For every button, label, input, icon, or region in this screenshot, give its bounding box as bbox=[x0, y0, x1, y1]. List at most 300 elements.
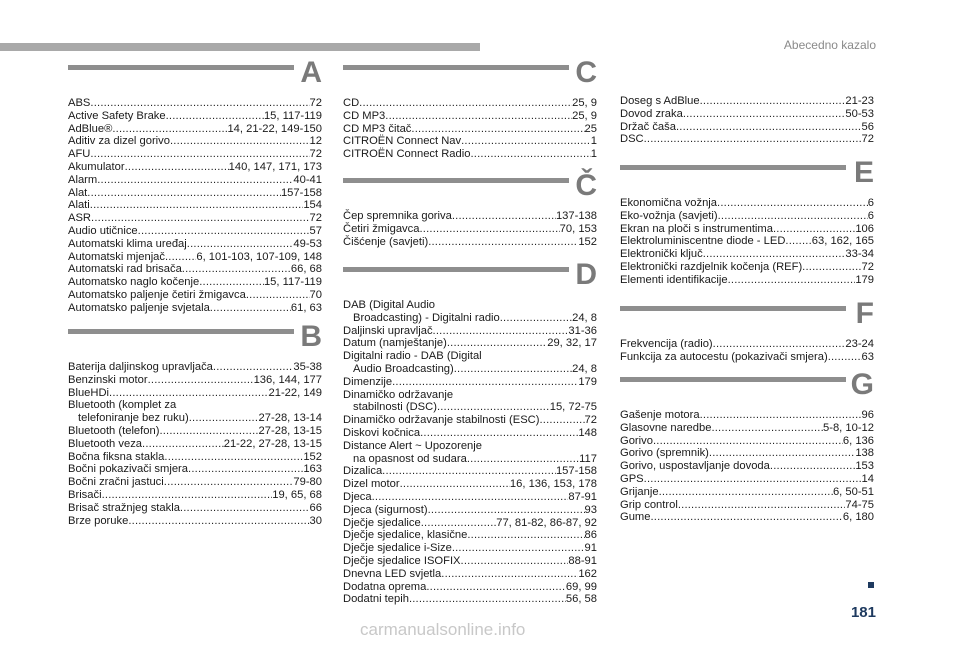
index-entry bbox=[343, 210, 597, 223]
entry-pages: 137-138 bbox=[555, 210, 597, 222]
index-entry bbox=[620, 511, 874, 524]
index-entry bbox=[68, 438, 322, 451]
entry-pages: 40-41 bbox=[293, 173, 322, 186]
entry-pages: 148 bbox=[578, 426, 597, 439]
entry-pages: 72 bbox=[584, 414, 597, 427]
index-entry bbox=[68, 451, 322, 464]
top-decorative-bar bbox=[0, 43, 480, 51]
entry-dot-leader bbox=[770, 460, 855, 473]
entry-dot-leader bbox=[180, 502, 310, 515]
section-d-continued bbox=[620, 79, 874, 146]
index-entry bbox=[343, 491, 597, 504]
entry-term: Doseg s AdBlue bbox=[620, 95, 700, 107]
entry-pages: 6, 180 bbox=[842, 511, 874, 524]
index-list bbox=[68, 97, 322, 315]
entry-term: GPS bbox=[620, 472, 644, 485]
entry-pages: 15, 117-119 bbox=[263, 276, 322, 289]
entry-dot-leader bbox=[421, 517, 497, 530]
index-entry bbox=[68, 302, 322, 315]
index-entry bbox=[68, 361, 322, 374]
section-divider bbox=[343, 65, 569, 70]
entry-term: Dječje sjedalice, klasične bbox=[343, 529, 468, 542]
entry-pages: 72 bbox=[309, 212, 322, 225]
index-entry bbox=[620, 460, 874, 473]
entry-pages: 6 bbox=[867, 197, 874, 209]
entry-pages: 1 bbox=[590, 148, 597, 161]
index-entry bbox=[68, 425, 322, 438]
entry-dot-leader bbox=[454, 363, 572, 376]
index-entry bbox=[343, 593, 597, 606]
index-entry bbox=[68, 148, 322, 161]
entry-dot-leader bbox=[773, 223, 855, 236]
entry-dot-leader bbox=[713, 338, 846, 351]
index-entry bbox=[343, 299, 597, 312]
entry-term: Dodatni tepih bbox=[343, 593, 409, 606]
entry-pages: 29, 32, 17 bbox=[547, 337, 597, 350]
entry-pages: 21-22, 27-28, 13-15 bbox=[223, 437, 322, 450]
index-entry bbox=[620, 197, 874, 210]
index-entry bbox=[343, 568, 597, 581]
entry-term: Dječje sjedalice bbox=[343, 516, 421, 529]
entry-pages: 27-28, 13-14 bbox=[258, 412, 322, 425]
index-entry bbox=[343, 148, 597, 161]
section-divider bbox=[68, 329, 294, 334]
index-entry bbox=[343, 542, 597, 555]
index-entry bbox=[343, 529, 597, 542]
index-entry bbox=[343, 504, 597, 517]
index-entry bbox=[343, 236, 597, 249]
entry-pages: 25, 9 bbox=[572, 97, 597, 109]
index-entry bbox=[68, 135, 322, 148]
section-letter: G bbox=[850, 368, 874, 401]
index-list bbox=[620, 95, 874, 146]
entry-term: Gorivo (spremnik) bbox=[620, 447, 709, 460]
entry-term: Funkcija za autocestu (pokazivači smjera) bbox=[620, 350, 828, 363]
section-rule bbox=[620, 368, 874, 401]
entry-term: AdBlue® bbox=[68, 122, 113, 135]
index-entry bbox=[68, 251, 322, 264]
entry-pages: 21-23 bbox=[845, 95, 874, 107]
index-list bbox=[620, 197, 874, 287]
entry-dot-leader bbox=[700, 95, 846, 108]
entry-pages: 136, 144, 177 bbox=[253, 373, 322, 386]
entry-dot-leader bbox=[828, 351, 862, 364]
entry-dot-leader bbox=[683, 108, 846, 121]
entry-pages: 72 bbox=[861, 133, 874, 146]
entry-pages: 179 bbox=[855, 273, 874, 286]
index-entry bbox=[343, 135, 597, 148]
entry-pages: 25 bbox=[584, 122, 597, 135]
entry-dot-leader bbox=[138, 225, 310, 238]
entry-pages: 30 bbox=[309, 514, 322, 527]
entry-dot-leader bbox=[709, 447, 855, 460]
entry-term: CITROËN Connect Nav bbox=[343, 135, 462, 148]
index-entry bbox=[68, 515, 322, 528]
index-entry bbox=[68, 412, 322, 425]
index-list bbox=[68, 361, 322, 527]
entry-pages: 6, 101-103, 107-109, 148 bbox=[196, 250, 322, 263]
entry-pages: 35-38 bbox=[293, 361, 322, 373]
entry-dot-leader bbox=[166, 110, 264, 123]
entry-dot-leader bbox=[482, 350, 597, 363]
entry-dot-leader bbox=[428, 504, 585, 517]
entry-term: Četiri žmigavca bbox=[343, 222, 420, 235]
entry-term: Active Safety Brake bbox=[68, 109, 166, 122]
entry-term: Djeca bbox=[343, 490, 372, 503]
index-entry bbox=[620, 338, 874, 351]
entry-term: Čep spremnika goriva bbox=[343, 210, 452, 222]
entry-pages: 14, 21-22, 149-150 bbox=[227, 122, 322, 135]
index-entry bbox=[620, 210, 874, 223]
entry-dot-leader bbox=[428, 236, 578, 249]
entry-term: Grijanje bbox=[620, 485, 659, 498]
entry-term: telefoniranje bez ruku) bbox=[78, 412, 189, 425]
index-entry bbox=[68, 289, 322, 302]
entry-dot-leader bbox=[411, 123, 584, 136]
index-entry bbox=[620, 351, 874, 364]
entry-term: Gorivo bbox=[620, 434, 653, 447]
index-list bbox=[620, 409, 874, 524]
index-entry bbox=[343, 581, 597, 594]
entry-dot-leader bbox=[453, 389, 597, 402]
section-divider bbox=[620, 377, 846, 382]
index-entry bbox=[343, 555, 597, 568]
section-rule bbox=[343, 258, 597, 291]
entry-term: Dinamičko održavanje stabilnosti (ESC) bbox=[343, 414, 540, 427]
index-entry bbox=[343, 123, 597, 136]
index-entry bbox=[68, 187, 322, 200]
entry-pages: 154 bbox=[303, 199, 322, 212]
index-entry bbox=[620, 235, 874, 248]
entry-term: Bočna fiksna stakla bbox=[68, 450, 165, 463]
entry-pages: 152 bbox=[578, 235, 597, 248]
index-entry bbox=[343, 389, 597, 402]
entry-pages: 74-75 bbox=[845, 498, 874, 511]
entry-pages: 16, 136, 153, 178 bbox=[509, 478, 597, 491]
entry-dot-leader bbox=[426, 581, 566, 594]
entry-term: Brisači bbox=[68, 488, 102, 501]
index-entry bbox=[343, 97, 597, 110]
index-entry bbox=[68, 212, 322, 225]
entry-term: Automatski mjenjač bbox=[68, 250, 165, 263]
entry-term: Alarm bbox=[68, 173, 98, 186]
entry-dot-leader bbox=[644, 133, 862, 146]
section-a bbox=[68, 56, 322, 315]
index-entry bbox=[620, 108, 874, 121]
entry-term: Dizel motor bbox=[343, 478, 400, 491]
index-entry bbox=[620, 499, 874, 512]
entry-dot-leader bbox=[372, 491, 569, 504]
entry-dot-leader bbox=[461, 135, 591, 148]
entry-dot-leader bbox=[482, 440, 597, 453]
entry-term: Čišćenje (savjeti) bbox=[343, 235, 429, 248]
index-entry bbox=[68, 161, 322, 174]
section-rule bbox=[343, 169, 597, 202]
entry-term: Bluetooth veza bbox=[68, 437, 143, 450]
entry-dot-leader bbox=[128, 515, 309, 528]
entry-dot-leader bbox=[176, 399, 322, 412]
entry-dot-leader bbox=[164, 476, 294, 489]
entry-term: Digitalni radio - DAB (Digital bbox=[343, 350, 482, 363]
index-entry bbox=[68, 199, 322, 212]
entry-term: Dimenzije bbox=[343, 375, 393, 388]
entry-term: Distance Alert ~ Upozorenje bbox=[343, 439, 482, 452]
entry-term: CD MP3 bbox=[343, 109, 386, 122]
entry-term: CITROËN Connect Radio bbox=[343, 148, 471, 161]
entry-pages: 15, 72-75 bbox=[549, 401, 597, 414]
section-e bbox=[620, 156, 874, 287]
entry-pages: 61, 63 bbox=[290, 301, 322, 314]
entry-pages: 25, 9 bbox=[572, 109, 597, 122]
entry-pages: 6, 136 bbox=[842, 434, 874, 447]
index-entry bbox=[343, 478, 597, 491]
entry-dot-leader bbox=[91, 212, 310, 225]
index-entry bbox=[620, 95, 874, 108]
entry-dot-leader bbox=[433, 325, 569, 338]
entry-dot-leader bbox=[382, 465, 556, 478]
entry-pages: 24, 8 bbox=[572, 311, 597, 324]
entry-term: Audio utičnice bbox=[68, 224, 138, 237]
index-entry bbox=[620, 261, 874, 274]
entry-dot-leader bbox=[170, 135, 310, 148]
entry-pages: 72 bbox=[861, 260, 874, 273]
entry-pages: 91 bbox=[584, 542, 597, 555]
entry-term: Daljinski upravljač bbox=[343, 324, 433, 337]
index-entry bbox=[343, 414, 597, 427]
index-entry bbox=[68, 110, 322, 123]
entry-pages: 69, 99 bbox=[565, 580, 597, 593]
entry-dot-leader bbox=[435, 299, 597, 312]
entry-pages: 66, 68 bbox=[290, 263, 322, 276]
index-entry bbox=[68, 374, 322, 387]
entry-pages: 87-91 bbox=[568, 490, 597, 503]
index-entry bbox=[343, 350, 597, 363]
section-divider bbox=[620, 165, 846, 170]
entry-term: Eko-vožnja (savjeti) bbox=[620, 209, 718, 222]
index-entry bbox=[68, 123, 322, 136]
entry-dot-leader bbox=[210, 302, 291, 315]
entry-dot-leader bbox=[718, 210, 868, 223]
entry-pages: 31-36 bbox=[568, 324, 597, 337]
index-entry bbox=[620, 447, 874, 460]
entry-pages: 157-158 bbox=[555, 465, 597, 478]
index-entry bbox=[68, 97, 322, 110]
index-entry bbox=[343, 453, 597, 466]
index-entry bbox=[68, 238, 322, 251]
entry-pages: 5-8, 10-12 bbox=[823, 421, 874, 434]
index-list bbox=[343, 210, 597, 248]
index-entry bbox=[68, 502, 322, 515]
entry-dot-leader bbox=[802, 261, 861, 274]
index-entry bbox=[620, 435, 874, 448]
entry-pages: 63, 162, 165 bbox=[811, 235, 874, 248]
entry-term: Automatsko paljenje četiri žmigavca bbox=[68, 288, 246, 301]
entry-dot-leader bbox=[728, 274, 856, 287]
entry-term: Aditiv za dizel gorivo bbox=[68, 135, 170, 148]
entry-dot-leader bbox=[187, 238, 294, 251]
entry-term: AFU bbox=[68, 148, 91, 161]
entry-dot-leader bbox=[470, 148, 590, 161]
entry-dot-leader bbox=[90, 97, 309, 110]
section-divider bbox=[68, 65, 294, 70]
section-rule bbox=[68, 56, 322, 89]
entry-pages: 79-80 bbox=[293, 476, 322, 489]
index-entry bbox=[343, 440, 597, 453]
index-entry bbox=[620, 133, 874, 146]
entry-dot-leader bbox=[703, 248, 846, 261]
entry-term: Brisač stražnjeg stakla bbox=[68, 501, 180, 514]
entry-pages: 57 bbox=[309, 224, 322, 237]
section-rule bbox=[68, 320, 322, 353]
entry-pages: 6, 50-51 bbox=[832, 485, 874, 498]
section-g bbox=[620, 368, 874, 524]
entry-dot-leader bbox=[644, 473, 862, 486]
index-entry bbox=[620, 486, 874, 499]
entry-pages: 140, 147, 171, 173 bbox=[228, 160, 322, 173]
entry-pages: 50-53 bbox=[845, 107, 874, 120]
entry-pages: 106 bbox=[855, 222, 874, 235]
index-entry bbox=[68, 174, 322, 187]
entry-term: Elementi identifikacije bbox=[620, 273, 728, 286]
section-letter: F bbox=[855, 297, 874, 330]
entry-term: DSC bbox=[620, 133, 644, 146]
entry-pages: 152 bbox=[303, 450, 322, 463]
entry-dot-leader bbox=[182, 263, 291, 276]
entry-term: CD MP3 čitač bbox=[343, 122, 412, 135]
entry-term: Alat bbox=[68, 186, 88, 199]
entry-pages: 77, 81-82, 86-87, 92 bbox=[496, 516, 597, 529]
entry-term: Audio Broadcasting) bbox=[353, 362, 454, 375]
section-letter: C bbox=[575, 56, 597, 89]
entry-pages: 12 bbox=[309, 135, 322, 148]
entry-pages: 19, 65, 68 bbox=[272, 488, 322, 501]
entry-dot-leader bbox=[359, 97, 572, 110]
entry-term: Bluetooth (komplet za bbox=[68, 399, 177, 412]
entry-dot-leader bbox=[90, 199, 304, 212]
section-rule bbox=[343, 56, 597, 89]
entry-pages: 23-24 bbox=[845, 338, 874, 350]
section-letter: B bbox=[300, 320, 322, 353]
entry-term: Datum (namještanje) bbox=[343, 337, 447, 350]
entry-pages: 33-34 bbox=[845, 248, 874, 261]
section-divider bbox=[343, 178, 569, 183]
section-letter: Č bbox=[575, 169, 597, 202]
entry-term: Djeca (sigurnost) bbox=[343, 503, 428, 516]
entry-term: Bočni pokazivači smjera bbox=[68, 463, 189, 476]
entry-dot-leader bbox=[109, 387, 268, 400]
entry-term: Dodatna oprema bbox=[343, 580, 427, 593]
index-entry bbox=[68, 476, 322, 489]
entry-dot-leader bbox=[539, 414, 584, 427]
entry-term: stabilnosti (DSC) bbox=[353, 401, 437, 414]
entry-dot-leader bbox=[400, 478, 510, 491]
entry-term: Bočni zračni jastuci bbox=[68, 476, 164, 489]
index-entry bbox=[343, 376, 597, 389]
section-d bbox=[343, 258, 597, 606]
entry-dot-leader bbox=[785, 235, 811, 248]
entry-term: Elektronički razdjelnik kočenja (REF) bbox=[620, 260, 803, 273]
entry-term: DAB (Digital Audio bbox=[343, 299, 436, 311]
index-entry bbox=[343, 223, 597, 236]
section-rule bbox=[620, 297, 874, 330]
entry-dot-leader bbox=[650, 511, 842, 524]
entry-term: Gorivo, uspostavljanje dovoda bbox=[620, 460, 770, 473]
entry-pages: 93 bbox=[584, 503, 597, 516]
section-letter: D bbox=[575, 258, 597, 291]
index-list bbox=[343, 299, 597, 606]
entry-term: Bluetooth (telefon) bbox=[68, 424, 160, 437]
index-entry bbox=[68, 463, 322, 476]
entry-term: Dizalica bbox=[343, 465, 383, 478]
entry-pages: 56 bbox=[861, 120, 874, 133]
entry-term: Dječje sjedalice ISOFIX bbox=[343, 554, 461, 567]
entry-dot-leader bbox=[452, 542, 585, 555]
entry-dot-leader bbox=[676, 121, 862, 134]
entry-term: Benzinski motor bbox=[68, 373, 148, 386]
entry-term: Dinamičko održavanje bbox=[343, 388, 454, 401]
entry-term: Akumulator bbox=[68, 160, 125, 173]
index-entry bbox=[620, 223, 874, 236]
entry-pages: 96 bbox=[861, 409, 874, 421]
index-list bbox=[620, 338, 874, 364]
entry-dot-leader bbox=[500, 312, 572, 325]
index-entry bbox=[68, 489, 322, 502]
entry-term: Baterija daljinskog upravljača bbox=[68, 361, 213, 373]
entry-term: Diskovi kočnica bbox=[343, 426, 421, 439]
section-letter: E bbox=[853, 156, 874, 189]
index-entry bbox=[620, 248, 874, 261]
index-entry bbox=[68, 387, 322, 400]
entry-pages: 24, 8 bbox=[572, 362, 597, 375]
index-entry bbox=[620, 274, 874, 287]
index-list bbox=[343, 97, 597, 161]
entry-term: Grip control bbox=[620, 498, 678, 511]
entry-dot-leader bbox=[385, 110, 572, 123]
entry-dot-leader bbox=[711, 422, 823, 435]
entry-pages: 162 bbox=[578, 567, 597, 580]
entry-pages: 27-28, 13-15 bbox=[258, 424, 322, 437]
entry-term: Automatsko paljenje svjetala bbox=[68, 301, 210, 314]
entry-dot-leader bbox=[437, 401, 550, 414]
section-c bbox=[343, 56, 597, 161]
entry-term: Gašenje motora bbox=[620, 409, 700, 421]
index-entry bbox=[343, 363, 597, 376]
entry-dot-leader bbox=[447, 337, 547, 350]
index-entry bbox=[343, 517, 597, 530]
entry-pages: 138 bbox=[855, 447, 874, 460]
entry-dot-leader bbox=[164, 451, 303, 464]
entry-pages: 15, 117-119 bbox=[263, 109, 322, 122]
entry-dot-leader bbox=[125, 161, 229, 174]
index-entry bbox=[68, 276, 322, 289]
index-entry bbox=[343, 465, 597, 478]
entry-dot-leader bbox=[87, 187, 281, 200]
entry-dot-leader bbox=[148, 374, 254, 387]
section-c-caron bbox=[343, 169, 597, 248]
section-f bbox=[620, 297, 874, 364]
entry-dot-leader bbox=[467, 529, 584, 542]
section-divider bbox=[620, 306, 846, 311]
index-entry bbox=[343, 401, 597, 414]
entry-term: Automatsko naglo kočenje bbox=[68, 276, 200, 289]
index-entry bbox=[68, 225, 322, 238]
entry-pages: 72 bbox=[309, 97, 322, 109]
index-entry bbox=[620, 409, 874, 422]
entry-term: Alati bbox=[68, 199, 90, 212]
entry-pages: 49-53 bbox=[293, 237, 322, 250]
entry-term: Elektronički ključ bbox=[620, 248, 703, 261]
entry-pages: 153 bbox=[855, 460, 874, 473]
